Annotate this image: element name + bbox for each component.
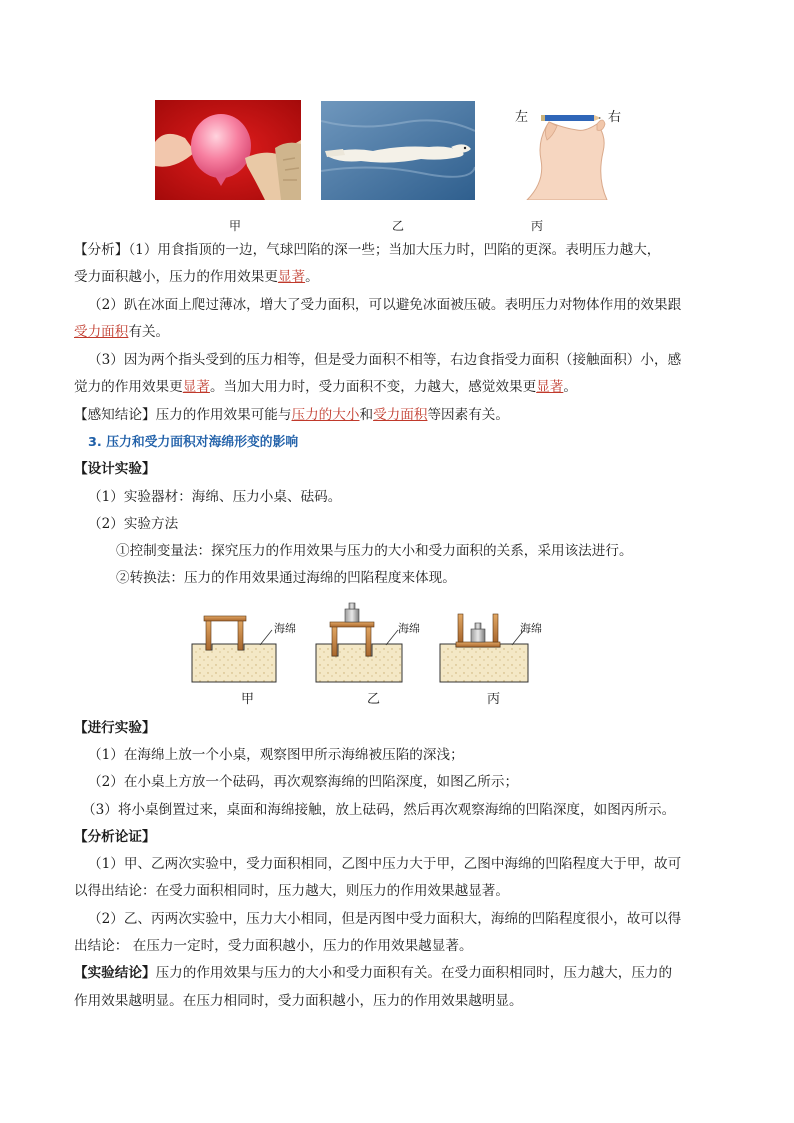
diagram-label-jia: 甲	[241, 692, 255, 707]
argument-tag: 【分析论证】	[74, 829, 156, 845]
sponge-label-jia: 海绵	[274, 622, 296, 635]
design-tag: 【设计实验】	[74, 461, 156, 477]
argument-line-2: 以得出结论：在受力面积相同时，压力越大，则压力的作用效果越显著。	[74, 883, 509, 899]
analysis-tag: 【分析】	[74, 242, 129, 258]
design-method-1: ①控制变量法：探究压力的作用效果与压力的大小和受力面积的关系，采用该法进行。	[116, 543, 633, 559]
conduct-step-2: （2）在小桌上方放一个砝码，再次观察海绵的凹陷深度，如图乙所示；	[88, 774, 519, 790]
underlined-answer: 显著	[536, 379, 564, 395]
diagram-label-yi: 乙	[367, 692, 381, 707]
design-item-2: （2）实验方法	[88, 516, 179, 532]
design-method-2: ②转换法：压力的作用效果通过海绵的凹陷程度来体现。	[116, 570, 456, 586]
photo-label-jia: 甲	[229, 219, 242, 233]
underlined-answer: 受力面积	[373, 407, 428, 423]
conduct-step-1: （1）在海绵上放一个小桌，观察图甲所示海绵被压陷的深浅；	[88, 747, 464, 763]
underlined-answer: 显著	[182, 379, 210, 395]
analysis-line-5: （3）因为两个指头受到的压力相等，但是受力面积不相等，右边食指受力面积（接触面积）小，感	[88, 352, 682, 368]
photo-label-yi: 乙	[392, 219, 405, 233]
argument-line-4: 出结论： 在压力一定时，受力面积越小，压力的作用效果越显著。	[74, 938, 473, 954]
analysis-line-1: 【分析】（1）用食指顶的一边，气球凹陷的深一些；当加大压力时，凹陷的更深。表明压力越大，	[74, 242, 661, 258]
argument-line-3: （2）乙、丙两次实验中，压力大小相同，但是丙图中受力面积大，海绵的凹陷程度很小，故可以得	[88, 911, 682, 927]
analysis-line-3: （2）趴在冰面上爬过薄冰，增大了受力面积，可以避免冰面被压破。表明压力对物体作用的效果跟	[88, 297, 682, 313]
left-word: 左	[515, 110, 529, 125]
section-3-heading: 3. 压力和受力面积对海绵形变的影响	[88, 435, 299, 450]
conclusion-line-2: 作用效果越明显。在压力相同时，受力面积越小，压力的作用效果越明显。	[74, 993, 523, 1009]
conclusion-tag: 【实验结论】	[74, 965, 156, 981]
sponge-setup-bing	[440, 614, 528, 682]
diagram-label-bing: 丙	[487, 692, 501, 707]
conclusion-line-1: 【实验结论】压力的作用效果与压力的大小和受力面积有关。在受力面积相同时，压力越大，压力的	[74, 965, 673, 981]
photo-label-bing: 丙	[531, 219, 544, 233]
right-word: 右	[608, 110, 622, 125]
design-item-1: （1）实验器材：海绵、压力小桌、砝码。	[88, 489, 342, 505]
underlined-answer: 显著	[277, 269, 306, 285]
polar-bear-photo	[321, 101, 475, 200]
argument-line-1: （1）甲、乙两次实验中，受力面积相同，乙图中压力大于甲，乙图中海绵的凹陷程度大于甲，故可	[88, 856, 682, 872]
analysis-line-4: 受力面积有关。	[74, 324, 170, 340]
underlined-answer: 受力面积	[74, 324, 129, 340]
sponge-setup-jia	[192, 616, 276, 682]
balloon-photo	[155, 100, 301, 200]
analysis-line-6: 觉力的作用效果更显著。当加大用力时，受力面积不变，力越大，感觉效果更显著。	[74, 379, 577, 395]
sponge-label-yi: 海绵	[398, 622, 420, 635]
conduct-step-3: （3）将小桌倒置过来，桌面和海绵接触，放上砝码，然后再次观察海绵的凹陷深度，如图丙所示。	[82, 802, 676, 818]
underlined-answer: 压力的大小	[291, 407, 360, 423]
perceive-line: 【感知结论】压力的作用效果可能与压力的大小和受力面积等因素有关。	[74, 407, 509, 423]
sponge-label-bing: 海绵	[520, 622, 542, 635]
sponge-setup-yi	[316, 603, 402, 682]
perceive-tag: 【感知结论】	[74, 407, 156, 423]
conduct-tag: 【进行实验】	[74, 720, 156, 736]
analysis-line-2: 受力面积越小，压力的作用效果更显著。	[74, 269, 319, 285]
